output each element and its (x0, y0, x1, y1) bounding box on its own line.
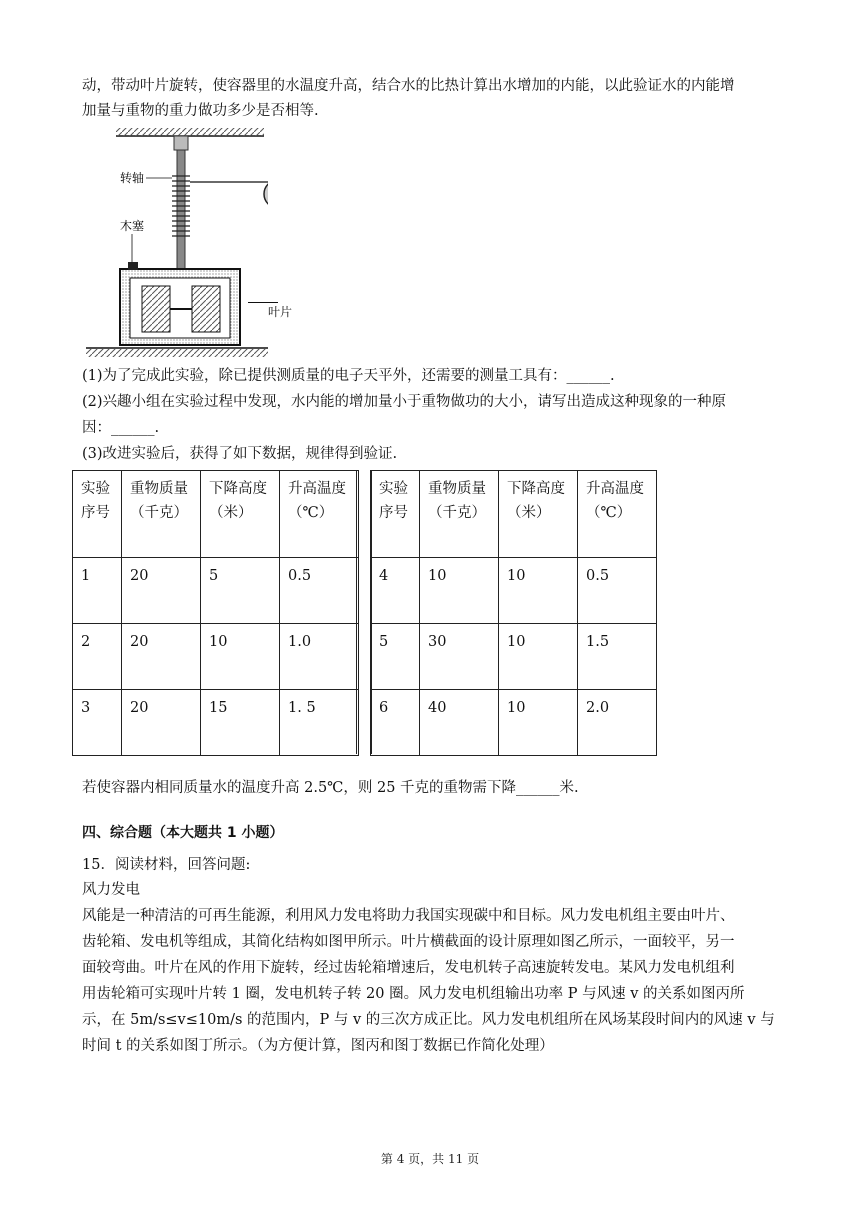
top-mount (174, 136, 188, 150)
q15-paragraph-line-4: 用齿轮箱可实现叶片转 1 圈，发电机转子转 20 圈。风力发电机组输出功率 P 与风速 v 的关系如图丙所 (82, 986, 745, 1002)
table-cell: 1.0 (280, 624, 359, 690)
table-cell: 3 (73, 690, 122, 756)
q15-subtitle: 风力发电 (82, 882, 140, 898)
page-footer: 第 4 页，共 11 页 (380, 1152, 480, 1166)
table-cell: 0.5 (280, 558, 359, 624)
table-cell: 20 (122, 690, 201, 756)
q15-paragraph-line-3: 面较弯曲。叶片在风的作用下旋转，经过齿轮箱增速后，发电机转子高速旋转发电。某风力发电机组利 (82, 960, 735, 976)
apparatus-figure (86, 126, 268, 358)
table-row (371, 558, 657, 624)
question-2-line-1: (2)兴趣小组在实验过程中发现，水内能的增加量小于重物做功的大小，请写出造成这种现象的一种原 (82, 394, 727, 410)
label-shaft: 转轴 (120, 171, 145, 185)
table-cell: 1.5 (578, 624, 657, 690)
header-cell: 实验 序号 (371, 471, 420, 558)
table-cell: 10 (420, 558, 499, 624)
section-title: 四、综合题（本大题共 1 小题） (82, 825, 284, 841)
table-header-row (371, 471, 657, 558)
table-cell: 30 (420, 624, 499, 690)
table-cell: 6 (371, 690, 420, 756)
q15-paragraph-line-2: 齿轮箱、发电机等组成，其简化结构如图甲所示。叶片横截面的设计原理如图乙所示，一面较平，另一 (82, 934, 735, 950)
question-1: (1)为了完成此实验，除已提供测质量的电子天平外，还需要的测量工具有：______. (82, 368, 615, 384)
table-row (371, 690, 657, 756)
question-3: (3)改进实验后，获得了如下数据，规律得到验证. (82, 446, 398, 462)
header-cell: 升高温度 （℃） (280, 471, 359, 558)
table-cell: 5 (371, 624, 420, 690)
table-cell: 1. 5 (280, 690, 359, 756)
follow-up-question: 若使容器内相同质量水的温度升高 2.5℃，则 25 千克的重物需下降______米. (82, 780, 579, 796)
header-cell: 实验 序号 (73, 471, 122, 558)
label-cork: 木塞 (120, 219, 145, 233)
q15-paragraph-line-1: 风能是一种清洁的可再生能源，利用风力发电将助力我国实现碳中和目标。风力发电机组主要由叶片、 (82, 908, 735, 924)
data-table-right (370, 470, 657, 756)
blade-right (192, 286, 220, 332)
table-row (371, 624, 657, 690)
table-cell: 2.0 (578, 690, 657, 756)
question-2-line-2: 因：______. (82, 420, 160, 436)
table-cell: 20 (122, 624, 201, 690)
table-row (73, 690, 359, 756)
header-cell: 重物质量 （千克） (122, 471, 201, 558)
cork (128, 262, 138, 270)
table-cell: 40 (420, 690, 499, 756)
q15-title: 15．阅读材料，回答问题: (82, 857, 251, 873)
table-header-row (73, 471, 359, 558)
table-cell: 10 (201, 624, 280, 690)
table-cell: 2 (73, 624, 122, 690)
pulley (264, 180, 268, 208)
table-cell: 10 (499, 624, 578, 690)
ceiling-hatch (116, 128, 264, 136)
label-blade: 叶片 (268, 305, 293, 319)
q15-paragraph-line-6: 时间 t 的关系如图丁所示。（为方便计算，图丙和图丁数据已作简化处理） (82, 1038, 554, 1054)
header-cell: 下降高度 （米） (499, 471, 578, 558)
table-cell: 15 (201, 690, 280, 756)
table-cell: 1 (73, 558, 122, 624)
table-row (73, 558, 359, 624)
header-cell: 下降高度 （米） (201, 471, 280, 558)
q15-paragraph-line-5: 示，在 5m/s≤v≤10m/s 的范围内，P 与 v 的三次方成正比。风力发电机组所在风场某段时间内的风速 v 与 (82, 1012, 775, 1028)
table-cell: 4 (371, 558, 420, 624)
header-cell: 升高温度 （℃） (578, 471, 657, 558)
table-cell: 0.5 (578, 558, 657, 624)
table-cell: 10 (499, 690, 578, 756)
table-cell: 20 (122, 558, 201, 624)
table-cell: 10 (499, 558, 578, 624)
header-cell: 重物质量 （千克） (420, 471, 499, 558)
table-cell: 5 (201, 558, 280, 624)
intro-line-2: 加量与重物的重力做功多少是否相等. (82, 103, 319, 119)
data-table-left (72, 470, 359, 756)
ground-hatch (86, 349, 268, 357)
table-row (73, 624, 359, 690)
blade-left (142, 286, 170, 332)
intro-line-1: 动，带动叶片旋转，使容器里的水温度升高，结合水的比热计算出水增加的内能，以此验证水的内能增 (82, 78, 735, 94)
